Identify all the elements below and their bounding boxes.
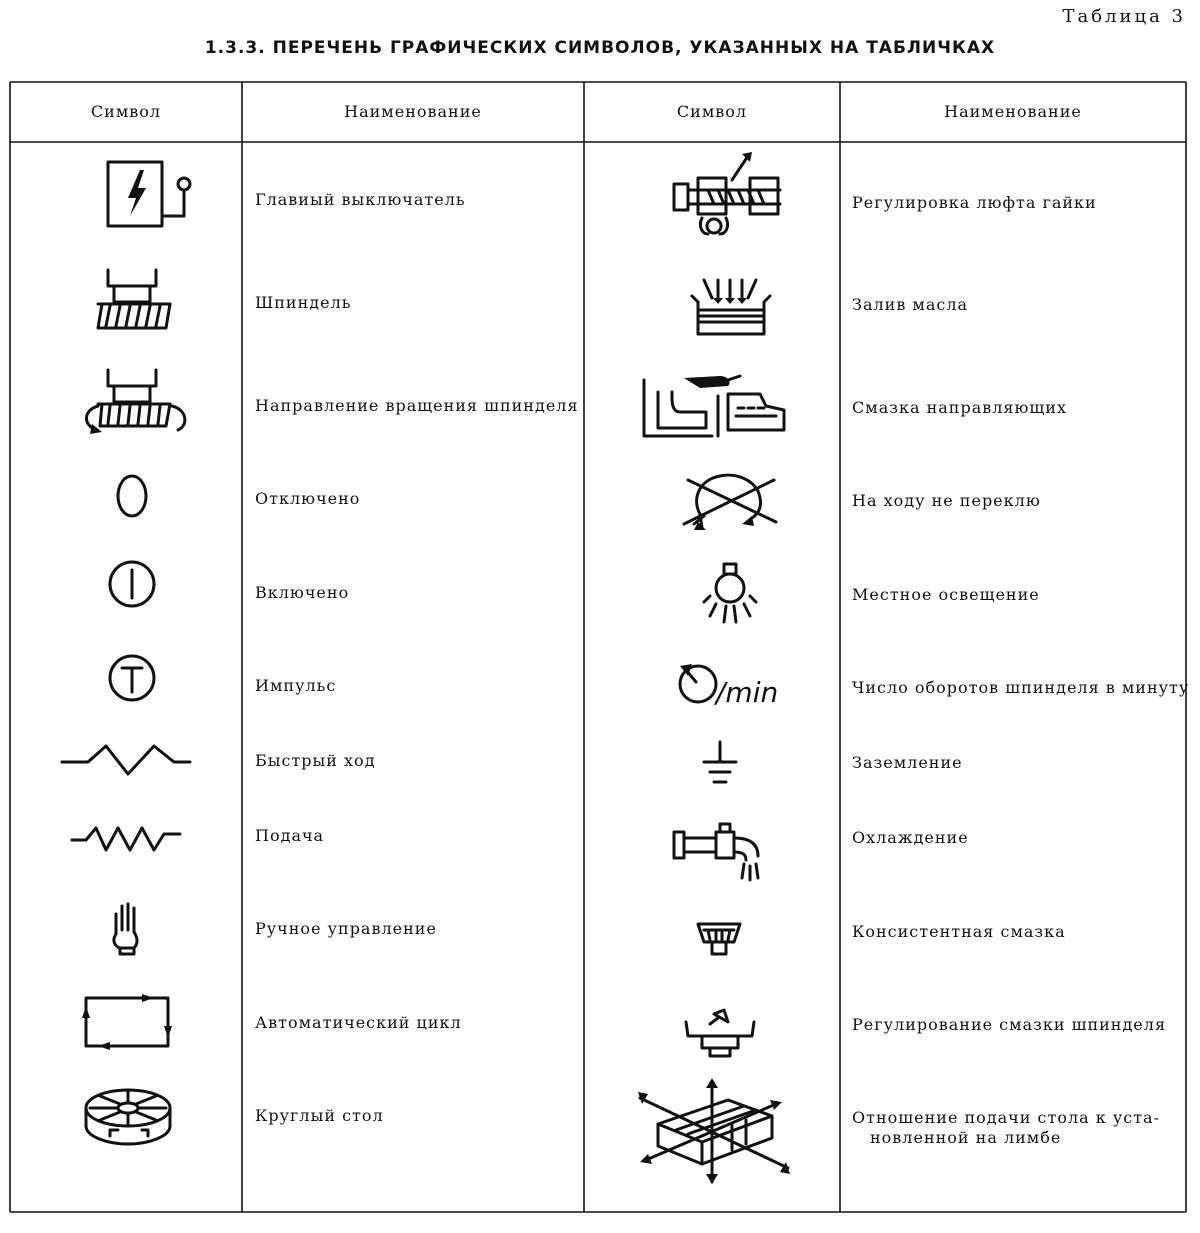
row-name-guide-lubrication: Смазка направляющих <box>852 398 1067 417</box>
local-lighting-icon <box>702 560 758 628</box>
row-name-table-feed-ratio-line2: новленной на лимбе <box>870 1128 1062 1147</box>
on-icon <box>104 558 160 610</box>
no-shift-in-motion-icon <box>680 470 780 534</box>
row-name-manual-control: Ручное управление <box>255 919 437 938</box>
row-name-local-lighting: Местное освещение <box>852 585 1040 604</box>
row-name-spindle-rpm: Число оборотов шпинделя в минуту <box>852 678 1190 697</box>
row-name-feed: Подача <box>255 826 325 845</box>
impulse-icon <box>104 652 160 704</box>
row-name-table-feed-ratio-line1: Отношение подачи стола к уста- <box>852 1108 1160 1127</box>
spindle-rpm-icon <box>676 660 792 710</box>
spindle-rpm-unit: /min <box>716 676 779 709</box>
header-name-right: Наименование <box>944 102 1082 121</box>
table-feed-ratio-icon <box>636 1078 792 1186</box>
header-symbol-left: Символ <box>90 102 162 121</box>
nut-backlash-icon <box>668 150 784 240</box>
row-name-main-switch: Главиый выключатель <box>255 190 466 209</box>
row-name-rotary-table: Круглый стол <box>255 1106 384 1125</box>
row-name-oil-filling: Залив масла <box>852 295 969 314</box>
row-name-off: Отключено <box>255 489 361 508</box>
main-switch-icon <box>100 158 200 230</box>
row-name-table-feed-ratio <box>852 1108 1160 1148</box>
row-name-automatic-cycle: Автоматический цикл <box>255 1013 462 1032</box>
spindle-rotation-icon <box>78 366 196 438</box>
coolant-icon <box>672 822 768 882</box>
off-icon <box>112 472 152 520</box>
spindle-icon <box>94 266 174 334</box>
row-name-impulse: Импульс <box>255 676 337 695</box>
row-name-grease: Консистентная смазка <box>852 922 1066 941</box>
row-name-spindle: Шпиндель <box>255 293 352 312</box>
rapid-traverse-icon <box>58 742 194 782</box>
row-name-coolant: Охлаждение <box>852 828 969 847</box>
automatic-cycle-icon <box>78 992 176 1052</box>
header-symbol-right: Символ <box>676 102 748 121</box>
rotary-table-icon <box>80 1086 176 1150</box>
row-name-rapid-traverse: Быстрый ход <box>255 751 376 770</box>
row-name-no-shift-in-motion: На ходу не переклю <box>852 491 1041 510</box>
row-name-spindle-lube-adjust: Регулирование смазки шпинделя <box>852 1015 1167 1034</box>
header-name-left: Наименование <box>344 102 482 121</box>
oil-filling-icon <box>688 276 774 340</box>
guide-lubrication-icon <box>640 372 790 440</box>
feed-icon <box>68 822 184 856</box>
spindle-lube-adjust-icon <box>682 1004 758 1062</box>
page-title: 1.3.3. ПЕРЕЧЕНЬ ГРАФИЧЕСКИХ СИМВОЛОВ, УКАЗАННЫХ НА ТАБЛИЧКАХ <box>204 38 996 58</box>
row-name-nut-backlash: Регулировка люфта гайки <box>852 193 1097 212</box>
row-name-on: Включено <box>255 583 350 602</box>
grease-icon <box>694 918 744 962</box>
table-number: Таблица 3 <box>1062 6 1186 27</box>
row-name-grounding: Заземление <box>852 753 963 772</box>
row-name-spindle-rotation: Направление вращения шпинделя <box>255 396 579 415</box>
manual-control-icon <box>108 900 142 956</box>
grounding-icon <box>700 740 740 792</box>
